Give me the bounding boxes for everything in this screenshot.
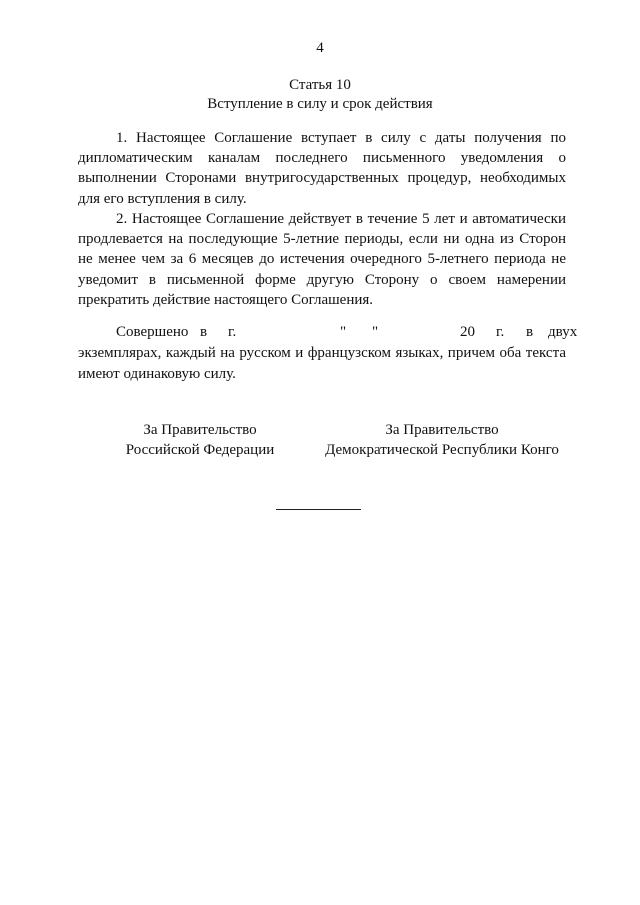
paragraph-1-text: 1. Настоящее Соглашение вступает в силу с даты получения по дипломатическим каналам последнего письменного уведомления о выполнении Сторонами внутригосударственных процедур, необходимых для его вступления в силу. xyxy=(78,130,566,207)
end-rule xyxy=(276,509,361,510)
paragraph-2-text: 2. Настоящее Соглашение действует в течение 5 лет и автоматически продлевается на последующие 5-летние периоды, если ни одна из Сторон не менее чем за 6 месяцев до истечения очередного 5-летнего периода не уведомит в письменной форме другую Сторону о своем намерении прекратить действие настоящего Соглашения. xyxy=(78,211,566,308)
done-at-rest: экземплярах, каждый на русском и французском языках, причем оба текста имеют одинаковую силу. xyxy=(78,345,566,382)
signature-russia-line1: За Правительство xyxy=(143,422,257,438)
in-word: в xyxy=(526,324,534,340)
date-close-quote: " xyxy=(372,324,379,340)
article-title: Вступление в силу и срок действия xyxy=(207,96,433,112)
signature-congo xyxy=(318,420,566,460)
done-in-word: в xyxy=(200,324,208,340)
done-at-clause xyxy=(78,322,578,384)
paragraph-2 xyxy=(78,209,566,310)
signature-russia-line2: Российской Федерации xyxy=(125,442,275,458)
page-number: 4 xyxy=(316,40,324,56)
year-prefix: 20 xyxy=(460,324,475,340)
two-word: двух xyxy=(548,324,578,340)
signature-congo-line2: Демократической Республики Конго xyxy=(325,442,559,458)
date-open-quote: " xyxy=(340,324,347,340)
done-at-first-line xyxy=(78,322,578,343)
done-city-abbr: г. xyxy=(228,324,237,340)
article-number: Статья 10 xyxy=(289,77,351,93)
done-word: Совершено xyxy=(116,324,189,340)
article-heading xyxy=(0,76,640,114)
paragraph-1 xyxy=(78,128,566,209)
year-abbr: г. xyxy=(496,324,505,340)
signature-congo-line1: За Правительство xyxy=(385,422,499,438)
signature-russia xyxy=(102,420,298,460)
